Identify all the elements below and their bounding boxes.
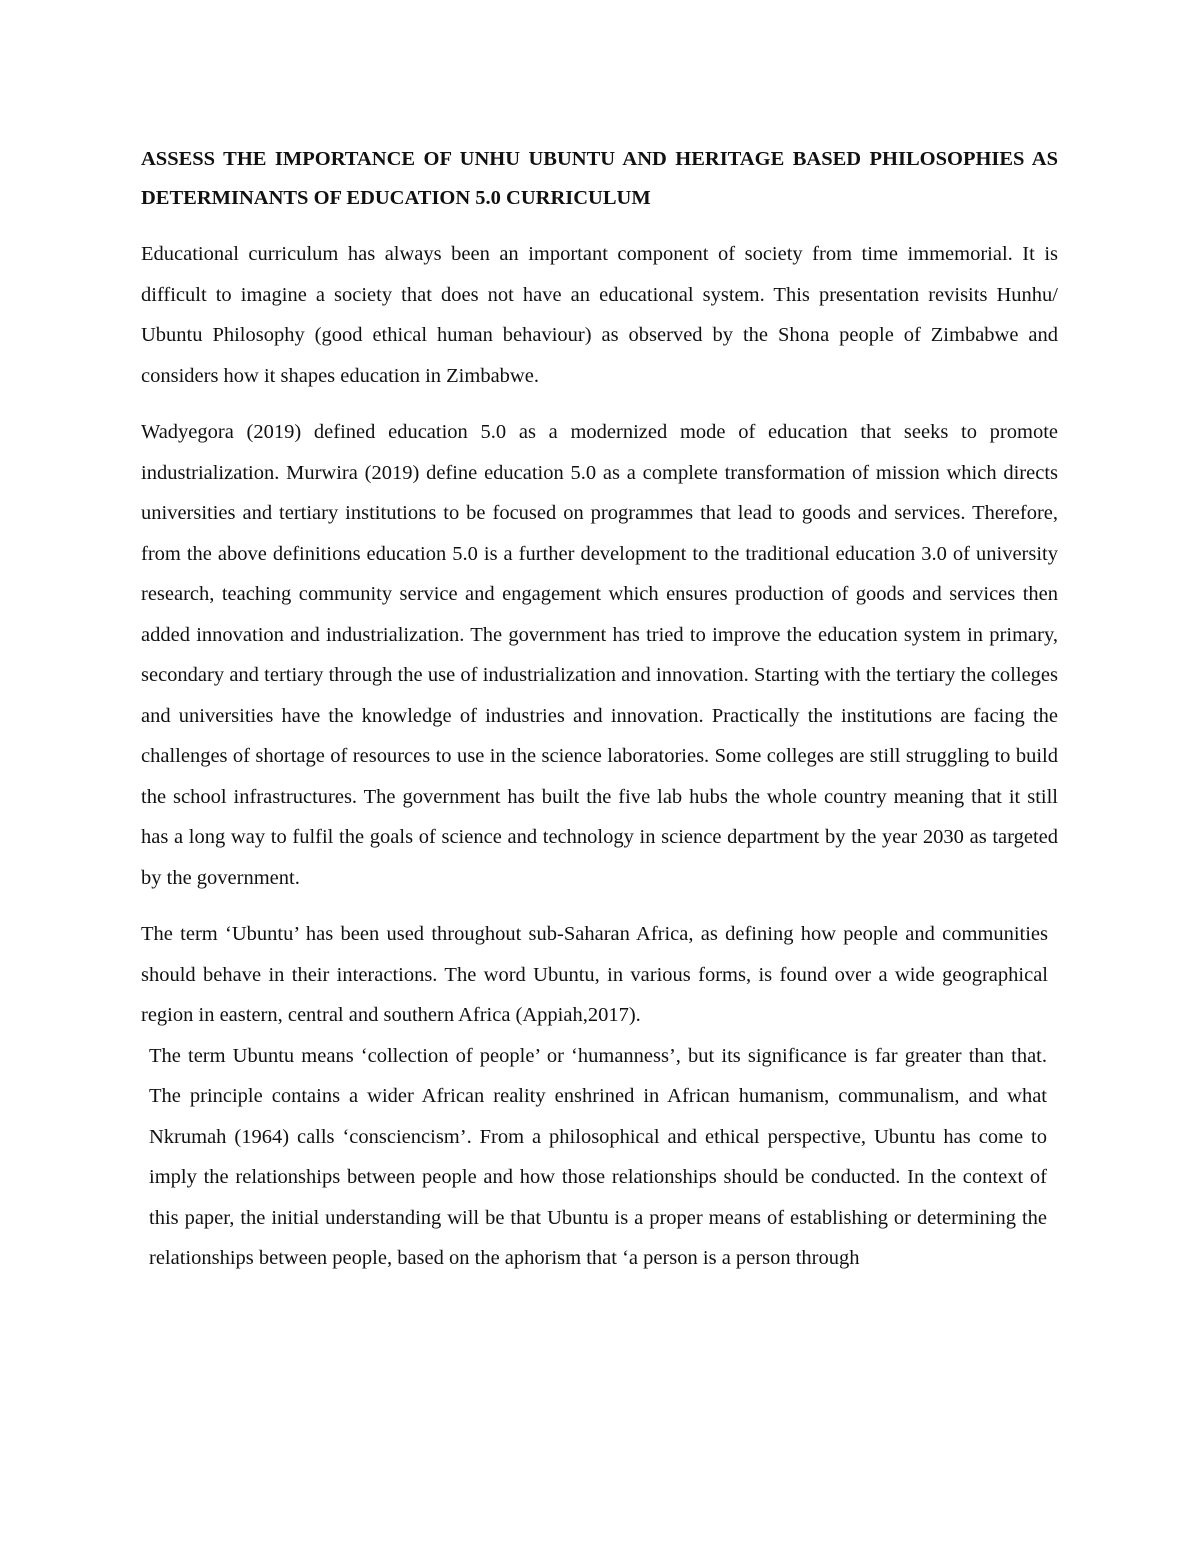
paragraph-ubuntu-meaning: The term Ubuntu means ‘collection of people’ or ‘humanness’, but its significance is far greater than that. The principle contains a wider African reality enshrined in African humanism, communalism, and what Nkrumah (1964) calls ‘consciencism’. From a philosophical and ethical perspective, Ubuntu has come to imply the relationships between people and how those relationships should be conducted. In the context of this paper, the initial understanding will be that Ubuntu is a proper means of establishing or determining the relationships between people, based on the aphorism that ‘a person is a person through — [149, 1044, 1047, 1269]
document-body — [141, 140, 1058, 1279]
paragraph-education-5-0: Wadyegora (2019) defined education 5.0 as a modernized mode of education that seeks to promote industrialization. Murwira (2019) define education 5.0 as a complete transformation of mission which directs universities and tertiary institutions to be focused on programmes that lead to goods and services. Therefore, from the above definitions education 5.0 is a further development to the traditional education 3.0 of university research, teaching community service and engagement which ensures production of goods and services then added innovation and industrialization. The government has tried to improve the education system in primary, secondary and tertiary through the use of industrialization and innovation. Starting with the tertiary the colleges and universities have the knowledge of industries and innovation. Practically the institutions are facing the challenges of shortage of resources to use in the science laboratories. Some colleges are still struggling to build the school infrastructures. The government has built the five lab hubs the whole country meaning that it still has a long way to fulfil the goals of science and technology in science department by the year 2030 as targeted by the government. — [141, 421, 1058, 889]
paragraph-ubuntu-term: The term ‘Ubuntu’ has been used throughout sub-Saharan Africa, as defining how people and communities should behave in their interactions. The word Ubuntu, in various forms, is found over a wide geographical region in eastern, central and southern Africa (Appiah,2017). — [141, 923, 1048, 1026]
paragraph-curriculum-intro: Educational curriculum has always been an important component of society from time immemorial. It is difficult to imagine a society that does not have an educational system. This presentation revisits Hunhu/ Ubuntu Philosophy (good ethical human behaviour) as observed by the Shona people of Zimbabwe and considers how it shapes education in Zimbabwe. — [141, 243, 1058, 387]
document-title: ASSESS THE IMPORTANCE OF UNHU UBUNTU AND HERITAGE BASED PHILOSOPHIES AS DETERMINANTS OF EDUCATION 5.0 CURRICULUM — [141, 148, 1058, 209]
